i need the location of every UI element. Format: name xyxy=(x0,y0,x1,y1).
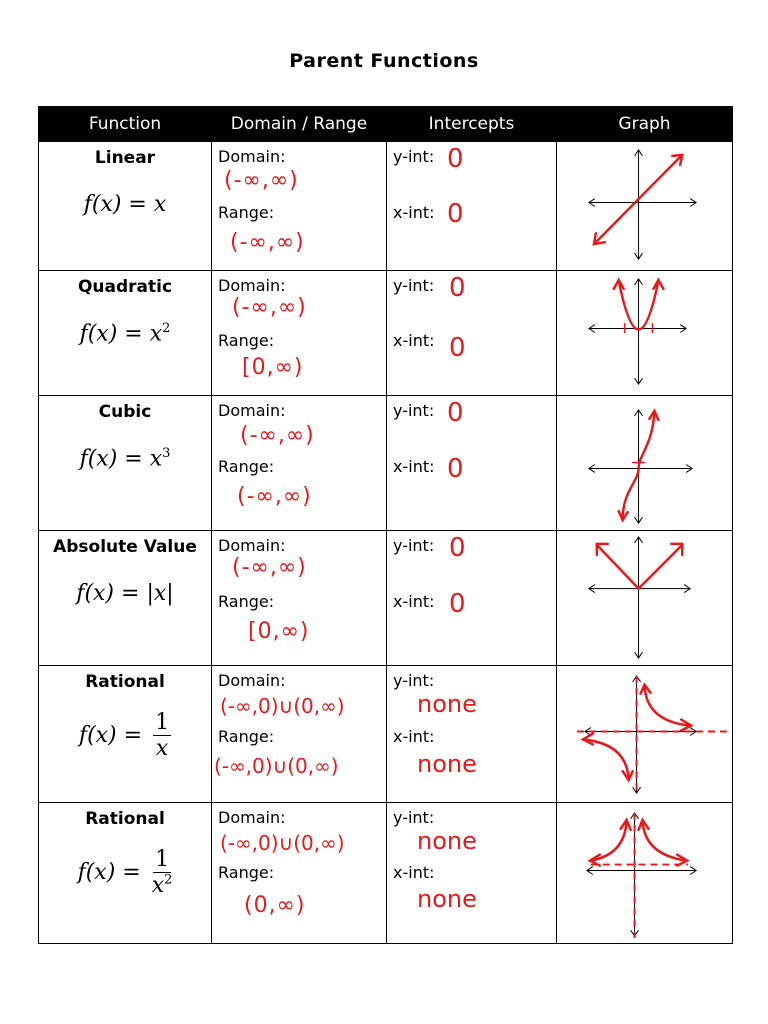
header-function: Function xyxy=(39,107,212,142)
domain-range-cell xyxy=(212,142,387,271)
domain-range-cell xyxy=(212,803,387,944)
range-value: [0,∞) xyxy=(248,619,310,644)
yint-value: 0 xyxy=(449,273,466,303)
xint-value: 0 xyxy=(449,333,466,363)
range-value: (-∞,0)∪(0,∞) xyxy=(214,754,339,778)
domain-value: (-∞,0)∪(0,∞) xyxy=(220,694,345,718)
yint-label: y-int: xyxy=(393,401,435,420)
yint-value: 0 xyxy=(449,533,466,563)
domain-value: (-∞,0)∪(0,∞) xyxy=(220,831,345,855)
yint-label: y-int: xyxy=(393,147,435,166)
function-cell xyxy=(39,666,212,803)
intercepts-cell xyxy=(387,531,557,666)
graph-cell xyxy=(557,396,733,531)
xint-label: x-int: xyxy=(393,457,435,476)
intercepts-cell xyxy=(387,142,557,271)
domain-range-cell xyxy=(212,531,387,666)
range-value: (-∞,∞) xyxy=(230,230,305,255)
table-row xyxy=(39,666,733,803)
xint-label: x-int: xyxy=(393,727,435,746)
range-label: Range: xyxy=(218,727,275,746)
function-formula: f(x) = |x| xyxy=(76,581,174,606)
yint-value: 0 xyxy=(447,144,464,174)
function-formula: f(x) = x xyxy=(83,192,167,217)
yint-label: y-int: xyxy=(393,808,435,827)
domain-value: (-∞,∞) xyxy=(232,295,307,320)
function-name: Linear xyxy=(94,148,156,168)
xint-label: x-int: xyxy=(393,863,435,882)
function-formula: f(x) = $\frac{1}{x}$ xyxy=(78,710,170,762)
parent-functions-table xyxy=(38,106,733,944)
table-header-row xyxy=(39,107,733,142)
function-name: Cubic xyxy=(98,402,152,422)
function-cell xyxy=(39,271,212,396)
range-value: (-∞,∞) xyxy=(237,484,312,509)
function-cell xyxy=(39,803,212,944)
domain-label: Domain: xyxy=(218,147,286,166)
domain-value: (-∞,∞) xyxy=(232,555,307,580)
xint-label: x-int: xyxy=(393,592,435,611)
range-label: Range: xyxy=(218,203,275,222)
domain-value: (-∞,∞) xyxy=(240,423,315,448)
table-row xyxy=(39,142,733,271)
function-name: Rational xyxy=(85,672,165,692)
function-formula: $f(x) = x^3$ xyxy=(79,446,171,472)
domain-range-cell xyxy=(212,666,387,803)
graph-cell xyxy=(557,271,733,396)
intercepts-cell xyxy=(387,271,557,396)
graph-cell xyxy=(557,142,733,271)
table-row xyxy=(39,531,733,666)
function-name: Rational xyxy=(85,809,165,829)
absolute-value-graph xyxy=(557,531,732,665)
range-label: Range: xyxy=(218,863,275,882)
header-intercepts: Intercepts xyxy=(387,107,557,142)
yint-label: y-int: xyxy=(393,536,435,555)
cubic-graph xyxy=(557,396,732,530)
xint-value: none xyxy=(417,750,477,778)
function-name: Quadratic xyxy=(77,277,173,297)
range-label: Range: xyxy=(218,331,275,350)
function-cell xyxy=(39,396,212,531)
range-value: (0,∞) xyxy=(244,893,306,918)
yint-label: y-int: xyxy=(393,671,435,690)
yint-value: 0 xyxy=(447,398,464,428)
domain-range-cell xyxy=(212,396,387,531)
xint-value: 0 xyxy=(447,199,464,229)
function-formula: f(x) = $\frac{1}{x^2}$ xyxy=(77,847,173,899)
intercepts-cell xyxy=(387,396,557,531)
function-name: Absolute Value xyxy=(53,537,197,557)
graph-cell xyxy=(557,666,733,803)
domain-range-cell xyxy=(212,271,387,396)
yint-label: y-int: xyxy=(393,276,435,295)
table-row xyxy=(39,271,733,396)
yint-value: none xyxy=(417,827,477,855)
intercepts-cell xyxy=(387,803,557,944)
function-formula: $f(x) = x^2$ xyxy=(79,321,171,347)
domain-label: Domain: xyxy=(218,401,286,420)
range-label: Range: xyxy=(218,457,275,476)
header-domain-range: Domain / Range xyxy=(212,107,387,142)
graph-cell xyxy=(557,531,733,666)
domain-label: Domain: xyxy=(218,276,286,295)
xint-value: 0 xyxy=(447,454,464,484)
range-value: [0,∞) xyxy=(242,355,304,380)
rational-graph xyxy=(557,666,732,802)
range-label: Range: xyxy=(218,592,275,611)
xint-label: x-int: xyxy=(393,331,435,350)
header-graph: Graph xyxy=(557,107,733,142)
quadratic-graph xyxy=(557,271,732,395)
xint-label: x-int: xyxy=(393,203,435,222)
xint-value: none xyxy=(417,885,477,913)
domain-label: Domain: xyxy=(218,671,286,690)
domain-label: Domain: xyxy=(218,808,286,827)
graph-cell xyxy=(557,803,733,944)
table-row xyxy=(39,803,733,944)
intercepts-cell xyxy=(387,666,557,803)
rational-squared-graph xyxy=(557,803,732,943)
domain-value: (-∞,∞) xyxy=(224,168,299,193)
linear-graph xyxy=(557,142,732,270)
function-cell xyxy=(39,142,212,271)
domain-label: Domain: xyxy=(218,536,286,555)
xint-value: 0 xyxy=(449,589,466,619)
function-cell xyxy=(39,531,212,666)
page-title: Parent Functions xyxy=(289,50,479,72)
table-row xyxy=(39,396,733,531)
yint-value: none xyxy=(417,690,477,718)
